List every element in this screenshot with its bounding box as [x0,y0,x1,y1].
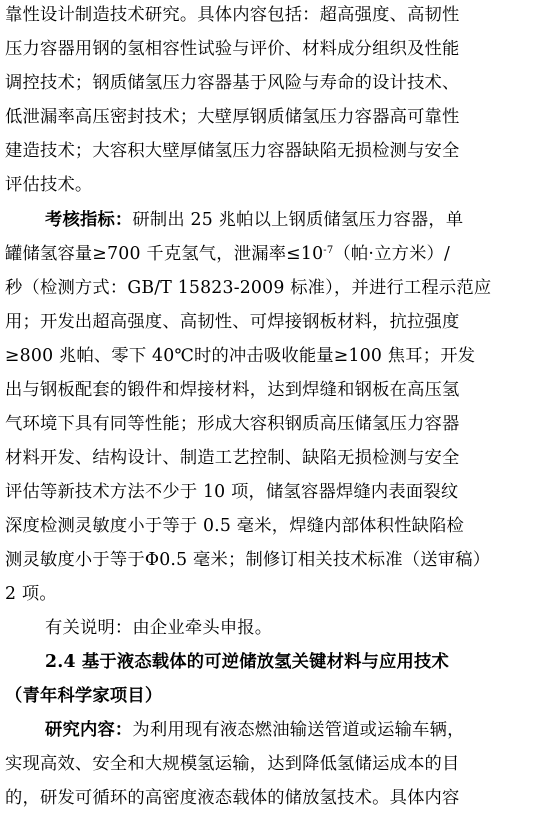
text-span: 研制出 25 兆帕以上钢质储氢压力容器，单 [132,210,464,230]
text-line: 用；开发出超高强度、高韧性、可焊接钢板材料，抗拉强度 [5,312,460,332]
text-span: 罐储氢容量≥700 千克氢气，泄漏率≤10 [5,244,324,264]
text-span: 为利用现有液态燃油输送管道或运输车辆， [132,720,465,740]
text-line: ≥800 兆帕、零下 40℃时的冲击吸收能量≥100 焦耳；开发 [5,346,476,366]
text-line: 评估技术。 [5,175,93,195]
text-line: 压力容器用钢的氢相容性试验与评价、材料成分组织及性能 [5,39,460,59]
text-line: 气环境下具有同等性能；形成大容积钢质高压储氢压力容器 [5,414,460,434]
text-line: 材料开发、结构设计、制造工艺控制、缺陷无损检测与安全 [5,448,460,468]
text-line: 有关说明：由企业牵头申报。 [45,618,273,638]
text-line: 建造技术；大容积大壁厚储氢压力容器缺陷无损检测与安全 [5,141,460,161]
section-heading: 2.4 基于液态载体的可逆储放氢关键材料与应用技术 [45,652,449,672]
text-line: 调控技术；钢质储氢压力容器基于风险与寿命的设计技术、 [5,73,460,93]
section-label: 考核指标： [45,210,133,230]
text-line: 深度检测灵敏度小于等于 0.5 毫米，焊缝内部体积性缺陷检 [5,516,465,536]
superscript: -7 [323,245,334,256]
text-line: 2 项。 [5,584,57,604]
text-line: 出与钢板配套的锻件和焊接材料，达到焊缝和钢板在高压氢 [5,380,460,400]
text-line: 的，研发可循环的高密度液态载体的储放氢技术。具体内容 [5,788,460,808]
text-line [45,209,463,231]
text-line [5,243,450,265]
text-line: 秒（检测方式：GB/T 15823-2009 标准），并进行工程示范应 [5,278,492,298]
text-line: 实现高效、安全和大规模氢运输，达到降低氢储运成本的目 [5,754,460,774]
text-span: （帕·立方米）/ [333,244,451,264]
text-line [45,719,465,741]
text-line: 低泄漏率高压密封技术；大壁厚钢质储氢压力容器高可靠性 [5,107,460,127]
text-line: 评估等新技术方法不少于 10 项，储氢容器焊缝内表面裂纹 [5,482,459,502]
section-label: 研究内容： [45,720,133,740]
text-line: 靠性设计制造技术研究。具体内容包括：超高强度、高韧性 [5,5,460,25]
section-heading: （青年科学家项目） [5,686,163,706]
text-line: 测灵敏度小于等于Φ0.5 毫米；制修订相关技术标准（送审稿） [5,550,491,570]
